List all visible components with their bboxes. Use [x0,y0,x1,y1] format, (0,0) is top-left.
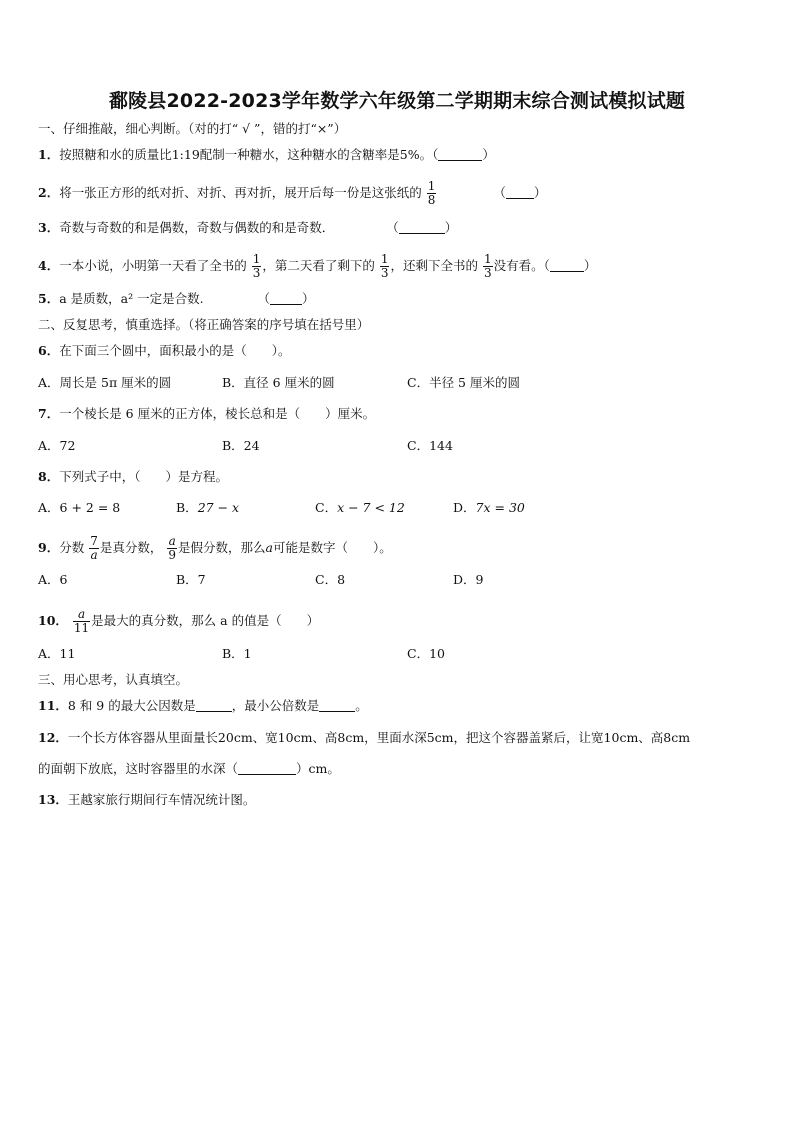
question-2 [38,180,546,207]
question-text: 将一张正方形的纸对折、对折、再对折，展开后每一份是这张纸的 [59,185,422,200]
question-number: 9． [38,540,60,555]
question-4 [38,253,596,280]
question-text: 可能是数字（ ）。 [272,540,392,555]
question-8 [38,469,228,485]
paren-open: （ [257,291,271,306]
paren-open: （ [386,220,399,235]
option-b[interactable]: B．24 [222,438,260,453]
fraction: $\frac{1}{3}$ [483,252,492,280]
fraction: $\frac{1}{3}$ [252,252,261,280]
question-text: a 是质数，a² 一定是合数. [59,291,204,306]
question-text: 按照糖和水的质量比1:19配制一种糖水，这种糖水的含糖率是5%。（ [59,147,439,162]
answer-blank[interactable] [438,148,482,161]
question-5 [38,291,315,307]
answer-blank[interactable] [270,292,302,305]
question-text: ，第二天看了剩下的 [262,258,375,273]
section-2-heading: 二、反复思考，慎重选择。（将正确答案的序号填在括号里） [38,317,370,332]
question-number: 13． [38,792,68,807]
paren-close: ） [444,220,458,235]
question-text: 是假分数，那么 [177,540,266,555]
question-7 [38,406,375,422]
option-a[interactable]: A．72 [38,438,76,453]
question-number: 2． [38,185,60,200]
option-d[interactable]: D．9 [453,572,484,587]
question-text: ，最小公倍数是 [231,698,320,713]
question-text: 下列式子中，（ ）是方程。 [59,469,228,484]
fraction: $\frac{1}{3}$ [380,252,389,280]
option-c[interactable]: C．半径 5 厘米的圆 [407,375,520,390]
fraction: $\frac{a}{11}$ [73,607,90,635]
option-b[interactable]: B．7 [176,572,206,587]
question-text: 的面朝下放底，这时容器里的水深（ [38,761,239,776]
option-b[interactable]: B．直径 6 厘米的圆 [222,375,335,390]
option-c[interactable]: C．8 [315,572,346,587]
option-b[interactable]: B．27 − x [176,500,240,515]
answer-blank[interactable] [319,699,355,712]
question-text: ，还剩下全书的 [390,258,478,273]
paren-open: （ [493,185,506,200]
question-13 [38,792,255,808]
answer-blank[interactable] [399,221,445,234]
question-text: 8 和 9 的最大公因数是 [67,698,196,713]
answer-blank[interactable] [238,762,296,775]
question-number: 11． [38,698,68,713]
option-a[interactable]: A．6 + 2 = 8 [38,500,121,515]
paren-close: ） [533,185,547,200]
question-text: 是最大的真分数，那么 a 的值是（ ） [91,613,320,628]
question-number: 12． [38,730,68,745]
section-3-heading: 三、用心思考，认真填空。 [38,672,189,687]
question-6 [38,343,290,359]
option-c[interactable]: C．x − 7 < 12 [315,500,405,515]
question-text: 在下面三个圆中，面积最小的是（ ）。 [59,343,291,358]
question-11 [38,698,368,714]
option-c[interactable]: C．144 [407,438,453,453]
question-number: 7． [38,406,60,421]
option-d[interactable]: D．7x = 30 [453,500,525,515]
option-b[interactable]: B．1 [222,646,252,661]
question-12 [38,730,690,746]
page-title: 鄱陵县2022-2023学年数学六年级第二学期期末综合测试模拟试题 [108,90,686,112]
question-3 [38,220,457,236]
question-number: 5． [38,291,60,306]
fraction: $\frac{7}{a}$ [90,534,98,562]
question-text: 分数 [59,540,85,555]
question-text: 一个长方体容器从里面量长20cm、宽10cm、高8cm，里面水深5cm，把这个容器盖紧后，让宽10cm、高8cm [67,730,691,745]
option-a[interactable]: A．6 [38,572,68,587]
paren-close: ） [302,291,315,306]
fraction: $\frac{a}{9}$ [168,534,176,562]
question-9 [38,535,392,562]
question-text: 是真分数， [99,540,163,555]
question-10 [38,608,319,635]
question-text: 一个棱长是 6 厘米的正方体，棱长总和是（ ）厘米。 [59,406,376,421]
question-text: 王越家旅行期间行车情况统计图。 [67,792,256,807]
question-1 [38,147,495,163]
question-number: 8． [38,469,60,484]
variable: a [265,540,273,555]
answer-blank[interactable] [506,186,534,199]
question-text: ）cm。 [296,761,340,776]
question-number: 4． [38,258,60,273]
question-number: 6． [38,343,60,358]
question-number: 1． [38,147,60,162]
fraction: $\frac{1}{8}$ [427,179,436,207]
paren-close: ） [482,147,495,162]
question-text: 奇数与奇数的和是偶数，奇数与偶数的和是奇数． [59,220,335,235]
question-text: 。 [355,698,368,713]
section-1-heading: 一、仔细推敲，细心判断。（对的打“ √ ”，错的打“×”） [38,121,347,136]
question-number: 3． [38,220,60,235]
question-number: 10． [38,613,68,628]
question-text: 没有看。（ [493,258,550,273]
question-text: 一本小说，小明第一天看了全书的 [59,258,247,273]
option-a[interactable]: A．周长是 5π 厘米的圆 [38,375,172,390]
option-c[interactable]: C．10 [407,646,445,661]
paren-close: ） [583,258,597,273]
option-a[interactable]: A．11 [38,646,76,661]
answer-blank[interactable] [550,259,584,272]
question-12-continued [38,761,340,777]
answer-blank[interactable] [196,699,232,712]
